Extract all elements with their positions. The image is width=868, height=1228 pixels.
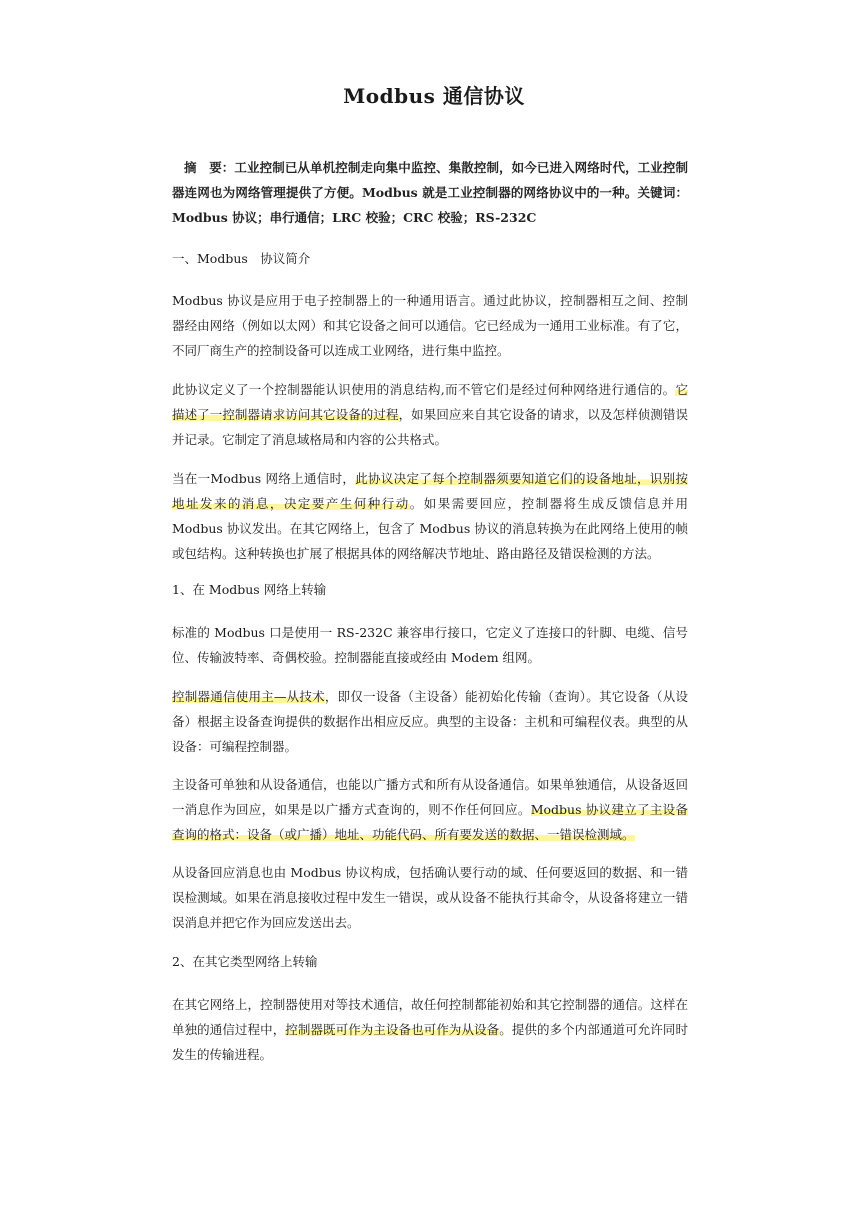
highlighted-text: 控制器通信使用主—从技术 [172, 689, 325, 704]
section-2-paragraph-1: 标准的 Modbus 口是使用一 RS-232C 兼容串行接口，它定义了连接口的针脚、电缆、信号位、传输波特率、奇偶校验。控制器能直接或经由 Modem 组网。 [172, 625, 688, 665]
section-1-paragraph-3 [172, 466, 688, 566]
section-1-paragraph-1-block [172, 288, 688, 363]
section-3-heading: 2、在其它类型网络上转输 [172, 954, 318, 969]
highlighted-text: 此协议决定了每个控制器须要知道它们的设备地址，识别按地址发来的消息，决定要产生何种行动 [172, 471, 688, 511]
section-1-heading: 一、Modbus 协议简介 [172, 251, 311, 266]
paragraph-segment: 当在一Modbus 网络上通信时， [172, 471, 356, 486]
section-1-paragraph-3-block [172, 466, 688, 566]
highlighted-text: 它描述了一控制器请求访问其它设备的过程 [172, 382, 688, 422]
paragraph-segment: 此协议定义了一个控制器能认识使用的消息结构,而不管它们是经过何种网络进行通信的。 [172, 382, 676, 397]
paragraph-segment: 在其它网络上，控制器使用对等技术通信，故任何控制都能初始和其它控制器的通信。这样在单独的通信过程中， [172, 997, 688, 1037]
paragraph-segment: 主设备可单独和从设备通信，也能以广播方式和所有从设备通信。如果单独通信，从设备返回一消息作为回应，如果是以广播方式查询的，则不作任何回应。 [172, 777, 688, 817]
abstract-text: 摘 要：工业控制已从单机控制走向集中监控、集散控制，如今已进入网络时代，工业控制器连网也为网络管理提供了方便。Modbus 就是工业控制器的网络协议中的一种。关键词：Modbus 协议；串行通信；LRC 校验；CRC 校验；RS-232C [172, 160, 688, 225]
page-title: Modbus 通信协议 [343, 84, 525, 108]
paragraph-segment: 。如果需要回应，控制器将生成反馈信息并用 Modbus 协议发出。在其它网络上，包含了 Modbus 协议的消息转换为在此网络上使用的帧或包结构。这种转换也扩展了根据具体的网络解决节地址、路由路径及错误检测的方法。 [172, 496, 688, 561]
section-3-paragraph-1 [172, 992, 688, 1067]
section-1-paragraph-2 [172, 377, 688, 452]
paragraph-segment: 。提供的多个内部通道可允许同时发生的传输进程。 [172, 1022, 688, 1062]
section-2-paragraph-3 [172, 772, 688, 847]
section-1-paragraph-1: Modbus 协议是应用于电子控制器上的一种通用语言。通过此协议，控制器相互之间、控制器经由网络（例如以太网）和其它设备之间可以通信。它已经成为一通用工业标准。有了它，不同厂商生产的控制设备可以连成工业网络，进行集中监控。 [172, 293, 688, 358]
section-1-heading-block [172, 246, 688, 271]
highlighted-text: 控制器既可作为主设备也可作为从设备 [285, 1022, 500, 1037]
highlighted-text: Modbus 协议建立了主设备查询的格式：设备（或广播）地址、功能代码、所有要发送的数据、一错误检测域。 [172, 802, 688, 842]
section-3-paragraph-1-block [172, 992, 688, 1067]
section-2-paragraph-4: 从设备回应消息也由 Modbus 协议构成，包括确认要行动的域、任何要返回的数据、和一错误检测域。如果在消息接收过程中发生一错误，或从设备不能执行其命令，从设备将建立一错误消息并把它作为回应发送出去。 [172, 865, 688, 930]
section-2-paragraph-2 [172, 684, 688, 759]
section-2-paragraph-4-block [172, 860, 688, 935]
section-2-paragraph-1-block [172, 620, 688, 670]
section-2-heading: 1、在 Modbus 网络上转输 [172, 582, 327, 597]
paragraph-segment: ，即仅一设备（主设备）能初始化传输（查询）。其它设备（从设备）根据主设备查询提供的数据作出相应反应。典型的主设备：主机和可编程仪表。典型的从设备：可编程控制器。 [172, 689, 688, 754]
section-3-heading-block [172, 949, 688, 974]
section-2-heading-block [172, 577, 688, 602]
abstract-block [172, 155, 688, 230]
section-1-paragraph-2-block [172, 377, 688, 452]
section-2-paragraph-3-block [172, 772, 688, 847]
paragraph-segment: ，如果回应来自其它设备的请求，以及怎样侦测错误并记录。它制定了消息域格局和内容的公共格式。 [172, 407, 688, 447]
section-2-paragraph-2-block [172, 684, 688, 759]
